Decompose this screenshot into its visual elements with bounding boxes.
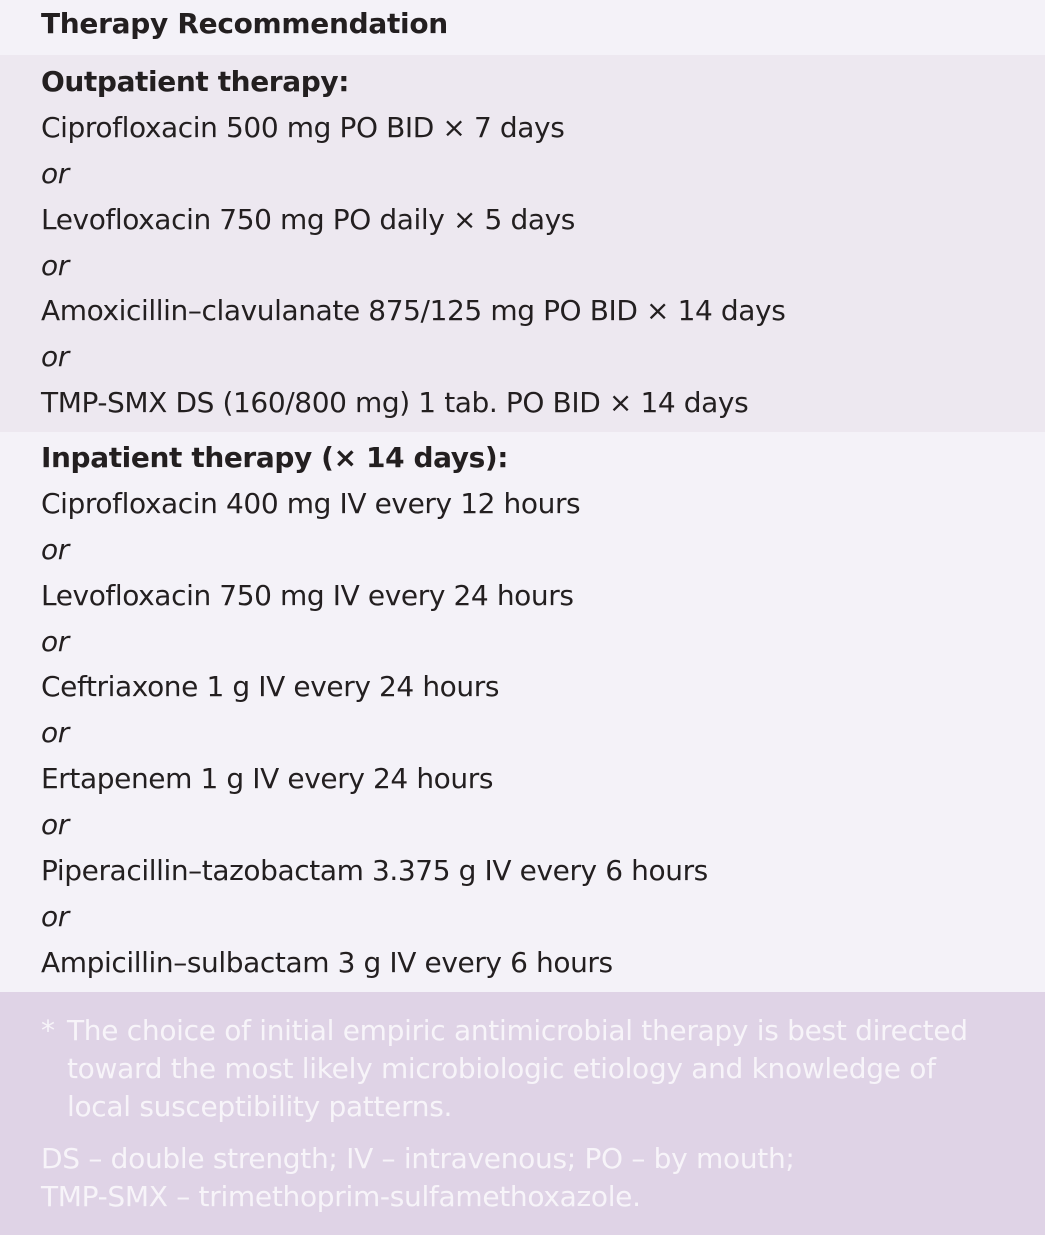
outpatient-regimen-list <box>41 105 1045 426</box>
or-separator: or <box>41 624 69 658</box>
table-footer <box>0 992 1045 1235</box>
regimen-line: Ceftriaxone 1 g IV every 24 hours <box>41 670 500 704</box>
or-separator: or <box>41 532 69 566</box>
inpatient-section <box>0 432 1045 992</box>
or-separator: or <box>41 156 69 190</box>
footnote-marker: * <box>41 1014 55 1047</box>
table-title: Therapy Recommendation <box>41 7 448 40</box>
outpatient-heading: Outpatient therapy: <box>41 65 350 98</box>
regimen-line: Ciprofloxacin 400 mg IV every 12 hours <box>41 486 581 520</box>
regimen-line: Ciprofloxacin 500 mg PO BID × 7 days <box>41 110 565 144</box>
regimen-line: Amoxicillin–clavulanate 875/125 mg PO BID × 14 days <box>41 294 786 328</box>
inpatient-heading: Inpatient therapy (× 14 days): <box>41 441 509 474</box>
or-separator: or <box>41 248 69 282</box>
footnote-text: The choice of initial empiric antimicrobial therapy is best directed toward the most likely microbiologic etiology and knowledge of local susceptibility patterns. <box>67 1014 968 1123</box>
abbreviations-line-2: TMP-SMX – trimethoprim-sulfamethoxazole. <box>41 1180 641 1213</box>
regimen-line: Levofloxacin 750 mg PO daily × 5 days <box>41 202 575 236</box>
regimen-line: Ertapenem 1 g IV every 24 hours <box>41 762 494 796</box>
or-separator: or <box>41 899 69 933</box>
regimen-line: TMP-SMX DS (160/800 mg) 1 tab. PO BID × 14 days <box>41 386 749 420</box>
or-separator: or <box>41 808 69 842</box>
regimen-line: Ampicillin–sulbactam 3 g IV every 6 hours <box>41 945 613 979</box>
or-separator: or <box>41 340 69 374</box>
inpatient-regimen-list <box>41 481 1045 986</box>
regimen-line: Piperacillin–tazobactam 3.375 g IV every 6 hours <box>41 854 708 888</box>
regimen-line: Levofloxacin 750 mg IV every 24 hours <box>41 578 574 612</box>
abbreviations-line-1: DS – double strength; IV – intravenous; PO – by mouth; <box>41 1142 795 1175</box>
outpatient-section <box>0 55 1045 432</box>
footnote <box>41 1012 997 1126</box>
abbreviations <box>41 1140 801 1216</box>
or-separator: or <box>41 716 69 750</box>
table-header <box>0 0 1045 55</box>
